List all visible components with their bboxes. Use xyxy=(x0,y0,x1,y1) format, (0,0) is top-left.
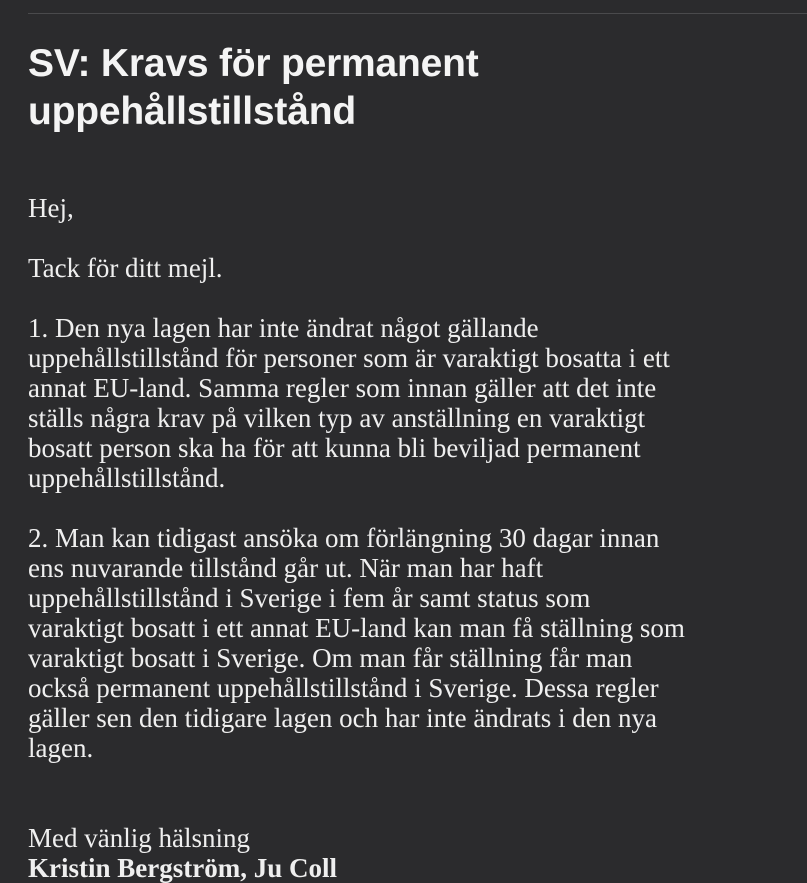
email-greeting: Hej, xyxy=(28,193,74,223)
email-body xyxy=(28,193,803,883)
email-paragraph-1: 1. Den nya lagen har inte ändrat något gällande uppehållstillstånd för personer som är varaktigt bosatta i ett annat EU-land. Samma regler som innan gäller att det inte ställs några krav på vilken typ av anställning en varaktigt bosatt person ska ha för att kunna bli beviljad permanent uppehållstillstånd. xyxy=(28,313,670,493)
email-thanks-line: Tack för ditt mejl. xyxy=(28,253,223,283)
email-signoff: Med vänlig hälsning xyxy=(28,823,250,853)
email-subject: SV: Kravs för permanent uppehållstillstånd xyxy=(28,42,479,133)
header-divider xyxy=(28,13,807,14)
email-signature-name: Kristin Bergström, Ju Coll xyxy=(28,853,337,883)
email-paragraph-2: 2. Man kan tidigast ansöka om förlängning 30 dagar innan ens nuvarande tillstånd går ut. När man har haft uppehållstillstånd i Sverige i fem år samt status som varaktigt bosatt i ett annat EU-land kan man få ställning som varaktigt bosatt i Sverige. Om man får ställning får man också permanent uppehållstillstånd i Sverige. Dessa regler gäller sen den tidigare lagen och har inte ändrats i den nya lagen. xyxy=(28,523,685,763)
